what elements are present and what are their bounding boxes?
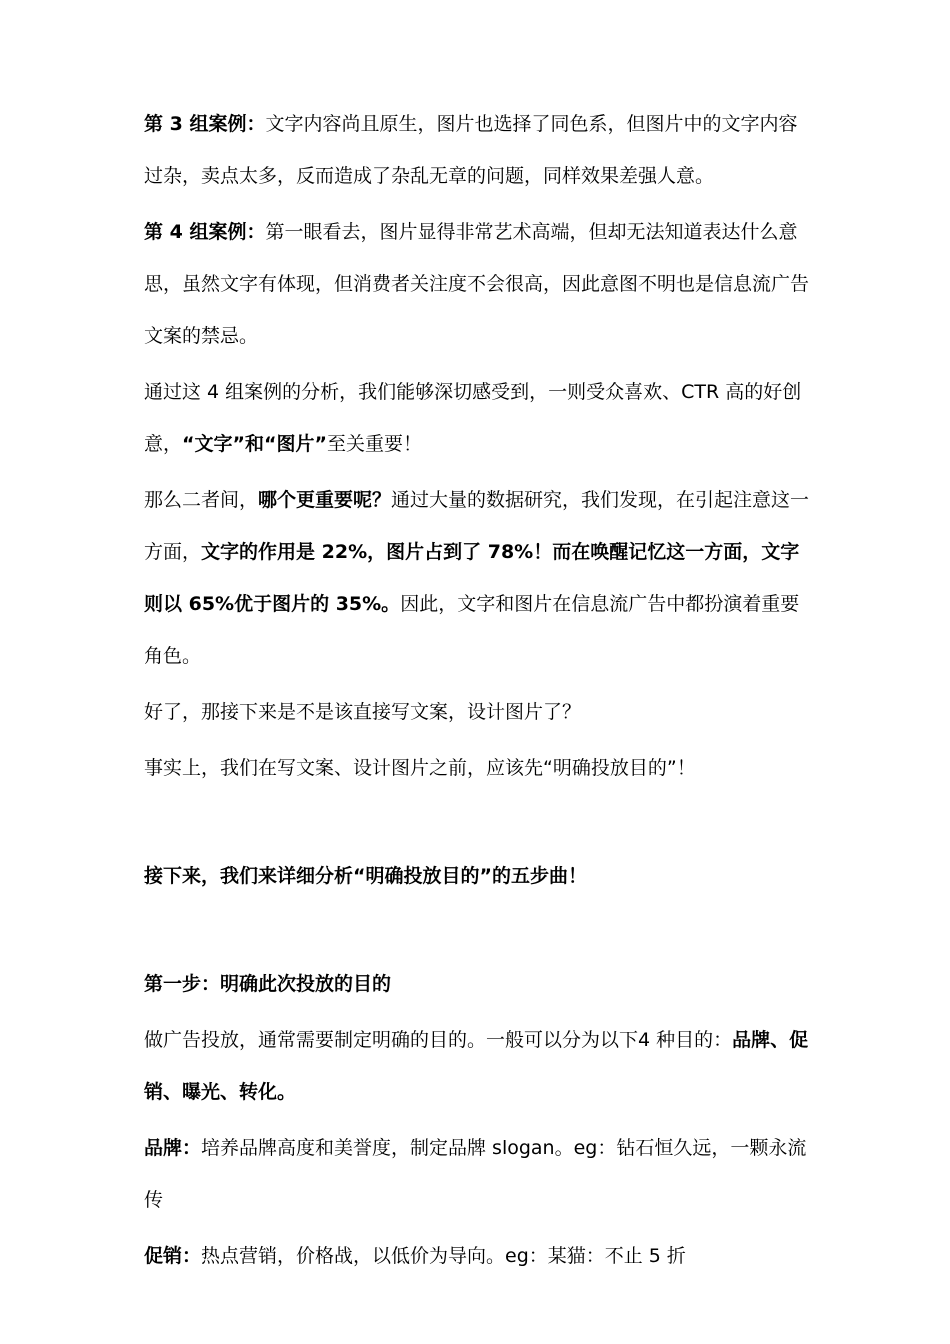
- importance-text-3: 因此，文字和图片在信息流广告中都扮演着重要角色。: [144, 593, 800, 667]
- case4-label: 第 4 组案例：: [144, 221, 266, 243]
- brand-text: 培养品牌高度和美誉度，制定品牌 slogan。eg：钻石恒久远，一颗永流传: [144, 1137, 807, 1211]
- step1-heading: [144, 958, 816, 1010]
- promo-label: 促销：: [144, 1245, 202, 1267]
- importance-bold-2: 文字的作用是 22%，图片占到了 78%！而在唤醒记忆这一方面，文字则以 65%优于图片的 35%。: [144, 541, 800, 615]
- summary-text-2: 至关重要！: [326, 433, 422, 455]
- importance-paragraph: [144, 474, 816, 682]
- spacer: [144, 906, 816, 958]
- spacer: [144, 798, 816, 850]
- brand-label: 品牌：: [144, 1137, 202, 1159]
- step1-heading-text: 第一步：明确此次投放的目的: [144, 973, 392, 995]
- step1-intro-text: 做广告投放，通常需要制定明确的目的。一般可以分为以下4 种目的：: [144, 1029, 733, 1051]
- importance-text-2: 通过大量的数据研究，我们发现，在引起注意这一方面，: [144, 489, 810, 563]
- case3-paragraph: [144, 98, 816, 202]
- step1-intro-paragraph: [144, 1014, 816, 1118]
- summary-bold: “文字”和“图片”: [182, 433, 327, 455]
- case3-text: 文字内容尚且原生，图片也选择了同色系，但图片中的文字内容过杂，卖点太多，反而造成了杂乱无章的问题，同样效果差强人意。: [144, 113, 798, 187]
- document-body: [144, 98, 816, 1286]
- summary-paragraph: [144, 366, 816, 470]
- brand-paragraph: [144, 1122, 816, 1226]
- case3-label: 第 3 组案例：: [144, 113, 266, 135]
- step1-intro-bold: 品牌、促销、曝光、转化。: [144, 1029, 809, 1103]
- case4-text: 第一眼看去，图片显得非常艺术高端，但却无法知道表达什么意思，虽然文字有体现，但消费者关注度不会很高，因此意图不明也是信息流广告文案的禁忌。: [144, 221, 810, 347]
- section-heading: [144, 850, 816, 902]
- case4-paragraph: [144, 206, 816, 362]
- promo-text: 热点营销，价格战，以低价为导向。eg：某猫：不止 5 折: [201, 1245, 686, 1267]
- importance-text-1: 那么二者间，: [144, 489, 259, 511]
- fact-paragraph: 事实上，我们在写文案、设计图片之前，应该先“明确投放目的”！: [144, 757, 696, 779]
- section-heading-text: 接下来，我们来详细分析“明确投放目的”的五步曲！: [144, 865, 587, 887]
- summary-text-1: 通过这 4 组案例的分析，我们能够深切感受到，一则受众喜欢、CTR 高的好创意，: [144, 381, 802, 455]
- promo-paragraph: [144, 1230, 816, 1282]
- importance-bold-1: 哪个更重要呢？: [258, 489, 392, 511]
- next-question-paragraph: 好了，那接下来是不是该直接写文案，设计图片了？: [144, 701, 582, 723]
